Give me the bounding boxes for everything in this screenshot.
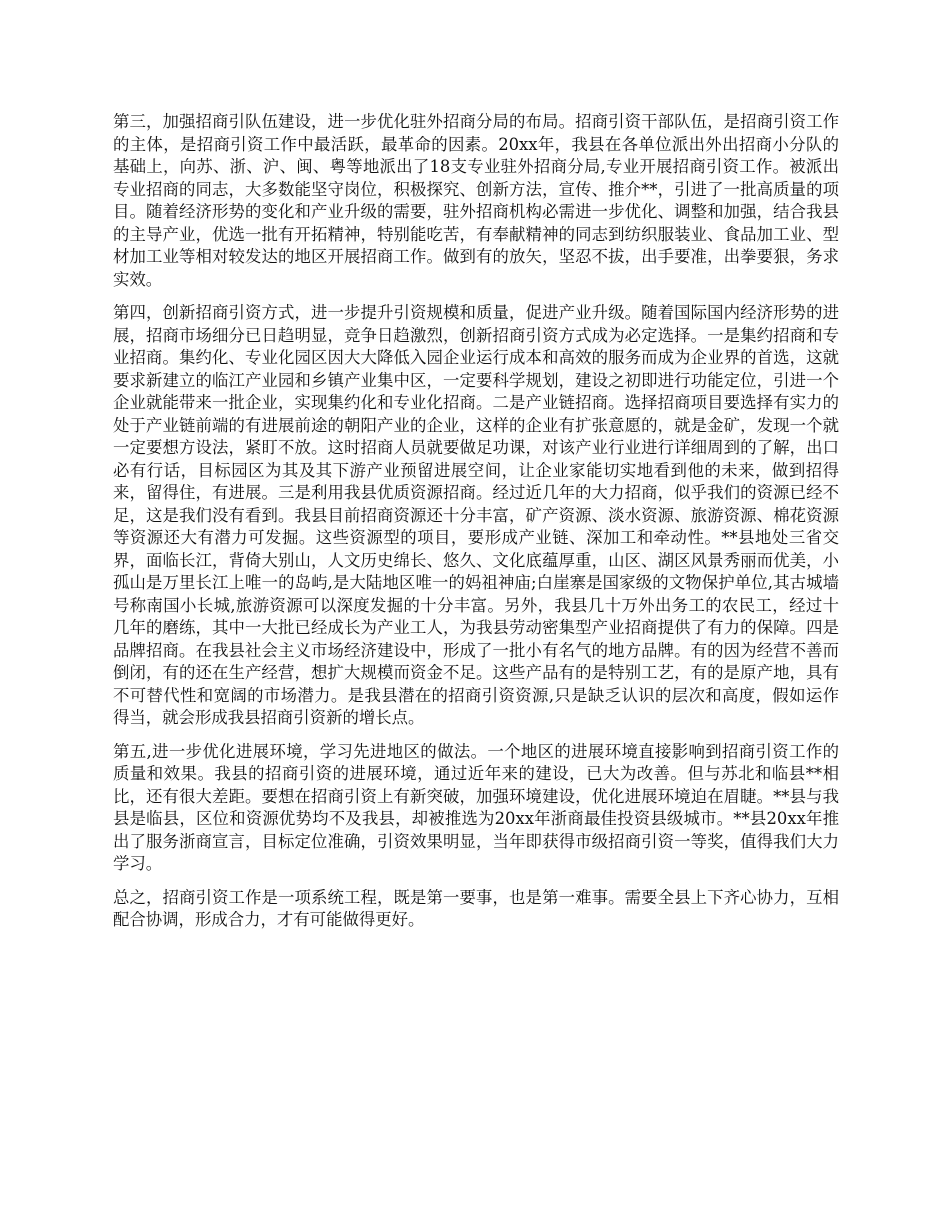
- paragraph-conclusion: 总之，招商引资工作是一项系统工程，既是第一要事，也是第一难事。需要全县上下齐心协力，互相配合协调，形成合力，才有可能做得更好。: [113, 887, 839, 929]
- paragraph-fifth-point: 第五,进一步优化进展环境，学习先进地区的做法。一个地区的进展环境直接影响到招商引资工作的质量和效果。我县的招商引资的进展环境，通过近年来的建设，已大为改善。但与苏北和临县**相比，还有很大差距。要想在招商引资上有新突破，加强环境建设，优化进展环境迫在眉睫。**县与我县是临县，区位和资源优势均不及我县，却被推选为20xx年浙商最佳投资县级城市。**县20xx年推出了服务浙商宣言，目标定位准确，引资效果明显，当年即获得市级招商引资一等奖，值得我们大力学习。: [113, 741, 839, 873]
- document-body: [113, 111, 839, 943]
- paragraph-third-point: 第三，加强招商引队伍建设，进一步优化驻外招商分局的布局。招商引资干部队伍，是招商引资工作的主体，是招商引资工作中最活跃，最革命的因素。20xx年，我县在各单位派出外出招商小分队的基础上，向苏、浙、沪、闽、粤等地派出了18支专业驻外招商分局,专业开展招商引资工作。被派出专业招商的同志，大多数能坚守岗位，积极探究、创新方法，宣传、推介**，引进了一批高质量的项目。随着经济形势的变化和产业升级的需要，驻外招商机构必需进一步优化、调整和加强，结合我县的主导产业，优选一批有开拓精神，特别能吃苦，有奉献精神的同志到纺织服装业、食品加工业、型材加工业等相对较发达的地区开展招商工作。做到有的放矢，坚忍不拔，出手要准，出拳要狠，务求实效。: [113, 112, 839, 289]
- paragraph-fourth-point: 第四，创新招商引资方式，进一步提升引资规模和质量，促进产业升级。随着国际国内经济形势的进展，招商市场细分已日趋明显，竞争日趋激烈，创新招商引资方式成为必定选择。一是集约招商和专业招商。集约化、专业化园区因大大降低入园企业运行成本和高效的服务而成为企业界的首选，这就要求新建立的临江产业园和乡镇产业集中区，一定要科学规划，建设之初即进行功能定位，引进一个企业就能带来一批企业，实现集约化和专业化招商。二是产业链招商。选择招商项目要选择有实力的处于产业链前端的有进展前途的朝阳产业的企业，这样的企业有扩张意愿的，就是金矿，发现一个就一定要想方设法，紧盯不放。这时招商人员就要做足功课，对该产业行业进行详细周到的了解，出口必有行话，目标园区为其及其下游产业预留进展空间，让企业家能切实地看到他的未来，做到招得来，留得住，有进展。三是利用我县优质资源招商。经过近几年的大力招商，似乎我们的资源已经不足，这是我们没有看到。我县目前招商资源还十分丰富，矿产资源、淡水资源、旅游资源、棉花资源等资源还大有潜力可发掘。这些资源型的项目，要形成产业链、深加工和牵动性。**县地处三省交界，面临长江，背倚大别山，人文历史绵长、悠久、文化底蕴厚重，山区、湖区风景秀丽而优美，小孤山是万里长江上唯一的岛屿,是大陆地区唯一的妈祖神庙;白崖寨是国家级的文物保护单位,其古城墙号称南国小长城,旅游资源可以深度发掘的十分丰富。另外，我县几十万外出务工的农民工，经过十几年的磨练，其中一大批已经成长为产业工人，为我县劳动密集型产业招商提供了有力的保障。四是品牌招商。在我县社会主义市场经济建设中，形成了一批小有名气的地方品牌。有的因为经营不善而倒闭，有的还在生产经营，想扩大规模而资金不足。这些产品有的是特别工艺，有的是原产地，具有不可替代性和宽阔的市场潜力。是我县潜在的招商引资资源,只是缺乏认识的层次和高度，假如运作得当，就会形成我县招商引资新的增长点。: [113, 303, 839, 727]
